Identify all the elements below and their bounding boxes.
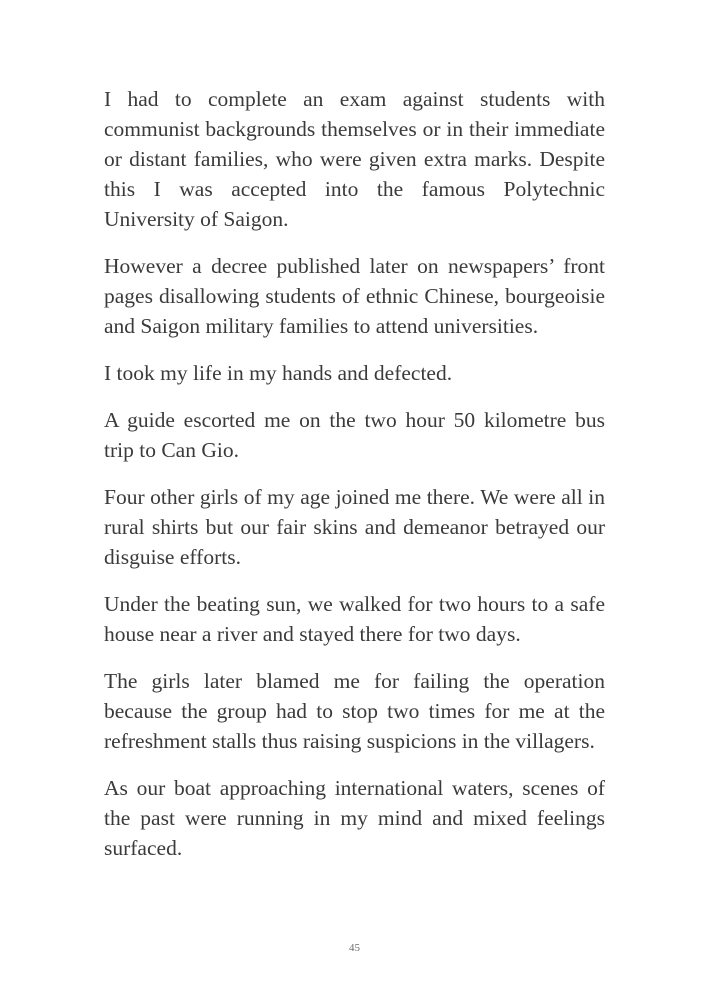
paragraph-4: A guide escorted me on the two hour 50 kilometre bus trip to Can Gio. (104, 408, 605, 462)
paragraph-6: Under the beating sun, we walked for two hours to a safe house near a river and stayed there for two days. (104, 592, 605, 646)
paragraph-5: Four other girls of my age joined me there. We were all in rural shirts but our fair skins and demeanor betrayed our disguise efforts. (104, 485, 605, 569)
paragraph-8: As our boat approaching international waters, scenes of the past were running in my mind and mixed feelings surfaced. (104, 776, 605, 860)
page-body (104, 84, 605, 880)
paragraph-3: I took my life in my hands and defected. (104, 361, 453, 385)
paragraph-2: However a decree published later on newspapers’ front pages disallowing students of ethnic Chinese, bourgeoisie and Saigon military families to attend universities. (104, 254, 605, 338)
paragraph-7: The girls later blamed me for failing the operation because the group had to stop two times for me at the refreshment stalls thus raising suspicions in the villagers. (104, 669, 605, 753)
paragraph-1: I had to complete an exam against students with communist backgrounds themselves or in their immediate or distant families, who were given extra marks. Despite this I was accepted into the famous Polytechnic University of Saigon. (104, 87, 605, 231)
page-number: 45 (349, 942, 360, 954)
